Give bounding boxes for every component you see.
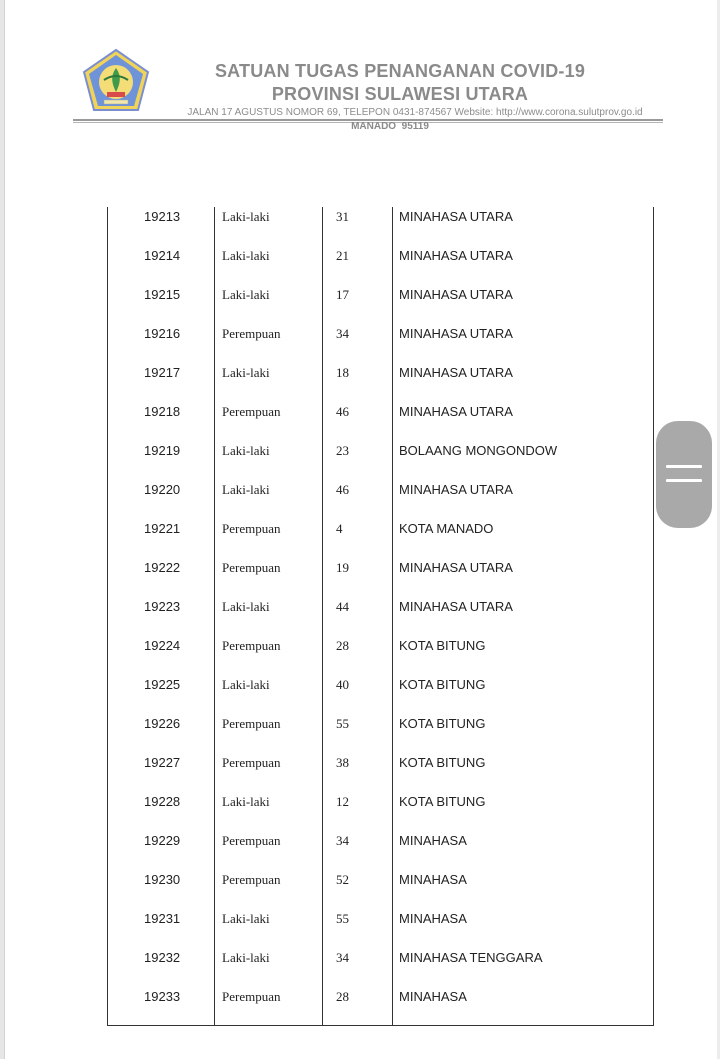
table-row [107, 402, 654, 441]
header-title: SATUAN TUGAS PENANGANAN COVID-19 [214, 61, 586, 81]
page-edge-line [4, 0, 5, 1059]
case-number-cell: 19219 [144, 443, 181, 458]
region-cell: MINAHASA UTARA [399, 404, 513, 419]
gender-cell: Laki-laki [222, 677, 270, 692]
age-cell: 18 [336, 365, 349, 380]
age-cell: 28 [336, 989, 349, 1004]
table-row [107, 948, 654, 987]
case-number-cell: 19233 [144, 989, 181, 1004]
gender-cell: Perempuan [222, 560, 281, 575]
age-cell: 55 [336, 911, 349, 926]
table-row [107, 285, 654, 324]
table-row [107, 714, 654, 753]
table-row [107, 831, 654, 870]
region-cell: MINAHASA UTARA [399, 326, 513, 341]
region-cell: KOTA BITUNG [399, 794, 486, 809]
gender-cell: Perempuan [222, 404, 281, 419]
gender-cell: Laki-laki [222, 794, 270, 809]
age-cell: 23 [336, 443, 349, 458]
region-cell: KOTA MANADO [399, 521, 494, 536]
age-cell: 38 [336, 755, 349, 770]
table-row [107, 324, 654, 363]
case-number-cell: 19215 [144, 287, 181, 302]
region-cell: MINAHASA UTARA [399, 560, 513, 575]
region-cell: MINAHASA [399, 833, 467, 848]
case-number-cell: 19227 [144, 755, 181, 770]
gender-cell: Laki-laki [222, 248, 270, 263]
gender-cell: Laki-laki [222, 482, 270, 497]
age-cell: 55 [336, 716, 349, 731]
case-number-cell: 19222 [144, 560, 181, 575]
region-cell: KOTA BITUNG [399, 755, 486, 770]
region-cell: MINAHASA UTARA [399, 365, 513, 380]
age-cell: 34 [336, 833, 349, 848]
age-cell: 46 [336, 404, 349, 419]
table-row [107, 597, 654, 636]
case-number-cell: 19228 [144, 794, 181, 809]
age-cell: 34 [336, 326, 349, 341]
age-cell: 4 [336, 521, 343, 536]
header-city: MANADO 95119 [351, 121, 429, 132]
region-cell: MINAHASA [399, 872, 467, 887]
gender-cell: Perempuan [222, 833, 281, 848]
gender-cell: Laki-laki [222, 443, 270, 458]
gender-cell: Laki-laki [222, 599, 270, 614]
case-number-cell: 19224 [144, 638, 181, 653]
case-number-cell: 19221 [144, 521, 181, 536]
table-row [107, 675, 654, 714]
table-row [107, 480, 654, 519]
table-row [107, 558, 654, 597]
table-row [107, 792, 654, 831]
case-number-cell: 19231 [144, 911, 181, 926]
gender-cell: Perempuan [222, 326, 281, 341]
region-cell: MINAHASA UTARA [399, 599, 513, 614]
table-row [107, 441, 654, 480]
gender-cell: Perempuan [222, 521, 281, 536]
table-row [107, 246, 654, 285]
table-row [107, 909, 654, 948]
gender-cell: Perempuan [222, 872, 281, 887]
region-cell: MINAHASA UTARA [399, 209, 513, 224]
table-row [107, 519, 654, 558]
drag-handle-bar [666, 465, 702, 468]
age-cell: 19 [336, 560, 349, 575]
region-cell: MINAHASA UTARA [399, 482, 513, 497]
drag-handle-bar [666, 479, 702, 482]
age-cell: 28 [336, 638, 349, 653]
header-address: JALAN 17 AGUSTUS NOMOR 69, TELEPON 0431-874567 Website: http://www.corona.sulutprov.go.id [187, 107, 643, 118]
region-cell: MINAHASA UTARA [399, 287, 513, 302]
gender-cell: Perempuan [222, 755, 281, 770]
table-row [107, 987, 654, 1026]
case-number-cell: 19216 [144, 326, 181, 341]
gender-cell: Laki-laki [222, 950, 270, 965]
case-number-cell: 19217 [144, 365, 181, 380]
table-row [107, 753, 654, 792]
age-cell: 17 [336, 287, 349, 302]
province-emblem-icon [82, 48, 150, 112]
age-cell: 34 [336, 950, 349, 965]
region-cell: MINAHASA [399, 989, 467, 1004]
region-cell: KOTA BITUNG [399, 677, 486, 692]
table-row [107, 363, 654, 402]
region-cell: BOLAANG MONGONDOW [399, 443, 558, 458]
case-number-cell: 19226 [144, 716, 181, 731]
gender-cell: Laki-laki [222, 365, 270, 380]
case-number-cell: 19214 [144, 248, 181, 263]
case-number-cell: 19232 [144, 950, 181, 965]
region-cell: KOTA BITUNG [399, 638, 486, 653]
region-cell: MINAHASA UTARA [399, 248, 513, 263]
gender-cell: Perempuan [222, 638, 281, 653]
age-cell: 52 [336, 872, 349, 887]
region-cell: KOTA BITUNG [399, 716, 486, 731]
table-row [107, 636, 654, 675]
region-cell: MINAHASA [399, 911, 467, 926]
gender-cell: Laki-laki [222, 911, 270, 926]
gender-cell: Perempuan [222, 989, 281, 1004]
age-cell: 44 [336, 599, 349, 614]
header-subtitle: PROVINSI SULAWESI UTARA [271, 84, 529, 104]
case-number-cell: 19220 [144, 482, 181, 497]
region-cell: MINAHASA TENGGARA [399, 950, 543, 965]
case-number-cell: 19213 [144, 209, 181, 224]
table-row [107, 870, 654, 909]
age-cell: 46 [336, 482, 349, 497]
case-number-cell: 19229 [144, 833, 181, 848]
age-cell: 21 [336, 248, 349, 263]
age-cell: 31 [336, 209, 349, 224]
case-number-cell: 19230 [144, 872, 181, 887]
case-number-cell: 19223 [144, 599, 181, 614]
drag-handle-icon[interactable] [656, 421, 712, 528]
table-row [107, 207, 654, 246]
case-number-cell: 19218 [144, 404, 181, 419]
gender-cell: Laki-laki [222, 287, 270, 302]
age-cell: 40 [336, 677, 349, 692]
case-table [107, 207, 654, 1026]
case-number-cell: 19225 [144, 677, 181, 692]
gender-cell: Laki-laki [222, 209, 270, 224]
gender-cell: Perempuan [222, 716, 281, 731]
age-cell: 12 [336, 794, 349, 809]
